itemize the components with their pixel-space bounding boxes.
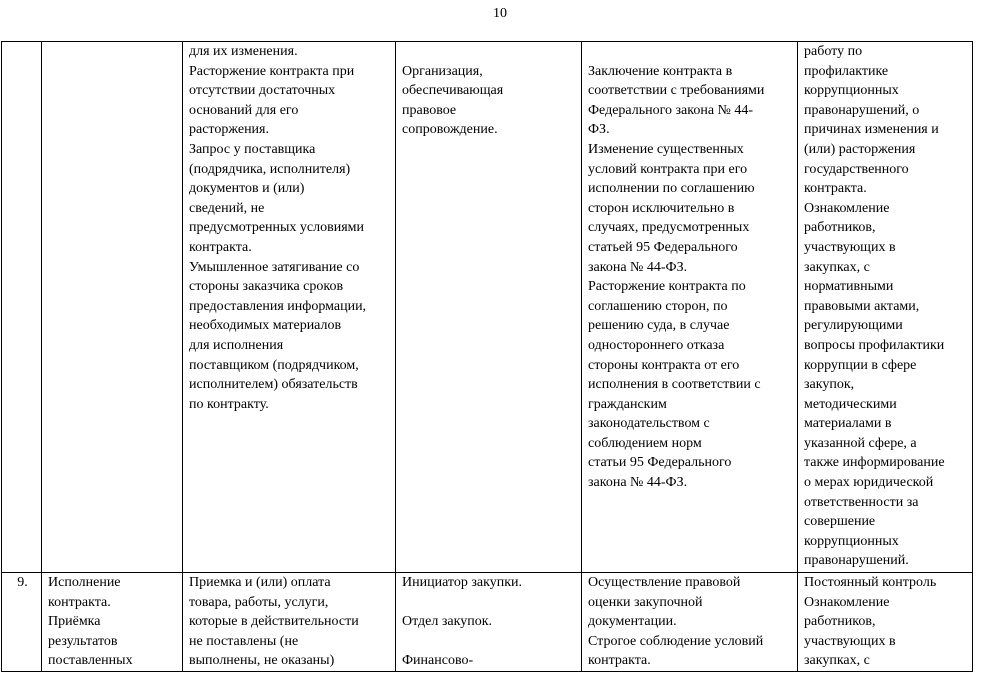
stage-line: Приёмка <box>48 614 101 630</box>
measure-line: соответствии с требованиями <box>588 83 765 99</box>
measure-line: одностороннего отказа <box>588 337 725 353</box>
measure-line: Заключение контракта в <box>588 63 733 79</box>
risk-line: оснований для его <box>189 102 299 118</box>
control-line: участвующих в <box>804 239 896 255</box>
measure-line: гражданским <box>588 396 667 412</box>
measure-line: статьи 95 Федерального <box>588 455 732 471</box>
control-line: коррупционных <box>804 83 899 99</box>
measure-line: сторон исключительно в <box>588 200 735 216</box>
responsible-line: сопровождение. <box>402 122 498 138</box>
control-line: методическими <box>804 396 897 412</box>
responsible-line: Инициатор закупки. <box>402 575 522 590</box>
control-line: (или) расторжения <box>804 141 916 157</box>
measure-line: случаях, предусмотренных <box>588 220 750 236</box>
risk-line: предусмотренных условиями <box>189 220 365 236</box>
responsible-line: Финансово- <box>402 653 474 669</box>
control-line: ответственности за <box>804 494 919 510</box>
risk-line: сведений, не <box>189 200 265 216</box>
measure-line: оценки закупочной <box>588 594 703 610</box>
risk-line: Расторжение контракта при <box>189 63 355 79</box>
control-line: коррупционных <box>804 533 899 549</box>
risk-line: которые в действительности <box>189 614 359 630</box>
measure-line: закона № 44-ФЗ. <box>588 475 688 491</box>
responsible-line: правовое <box>402 102 457 118</box>
control-line: регулирующими <box>804 318 903 334</box>
control-line: профилактике <box>804 63 889 79</box>
measure-line: статьей 95 Федерального <box>588 239 738 255</box>
risk-line: предоставления информации, <box>189 298 367 314</box>
responsible-line: обеспечивающая <box>402 83 504 99</box>
table-row-9 <box>2 573 973 672</box>
control-line: контракта. <box>804 181 867 197</box>
cell-control <box>798 42 973 573</box>
measure-line: исполнении по соглашению <box>588 181 755 197</box>
risk-line: товара, работы, услуги, <box>189 594 329 610</box>
risk-line: для исполнения <box>189 337 284 353</box>
control-line: вопросы профилактики <box>804 337 945 353</box>
control-line: правовыми актами, <box>804 298 920 314</box>
control-line: работников, <box>804 220 876 236</box>
risk-line: необходимых материалов <box>189 318 342 334</box>
measure-line: стороны контракта от его <box>588 357 740 373</box>
control-line: нормативными <box>804 279 894 295</box>
control-line: о мерах юридической <box>804 475 934 491</box>
risk-line: по контракту. <box>189 396 269 412</box>
risk-line: поставщиком (подрядчиком, <box>189 357 359 373</box>
cell-stage <box>42 42 183 573</box>
risk-line: расторжения. <box>189 122 269 138</box>
measure-line: документации. <box>588 614 677 630</box>
control-line: правонарушений. <box>804 553 909 569</box>
risk-line: исполнителем) обязательств <box>189 377 358 393</box>
control-line: государственного <box>804 161 909 177</box>
control-line: правонарушений, о <box>804 102 920 118</box>
responsible-line: Отдел закупок. <box>402 614 493 630</box>
control-line: коррупции в сфере <box>804 357 917 373</box>
cell-number <box>2 42 42 573</box>
corruption-risk-table <box>1 41 973 672</box>
control-line: закупках, с <box>804 653 870 669</box>
risk-line: Запрос у поставщика <box>189 141 316 157</box>
measure-line: решению суда, в случае <box>588 318 730 334</box>
measure-line: контракта. <box>588 653 651 669</box>
control-line: совершение <box>804 514 876 530</box>
table-row-continuation <box>2 42 973 573</box>
control-line: участвующих в <box>804 633 896 649</box>
measure-line: соблюдением норм <box>588 435 702 451</box>
cell-risks <box>183 573 396 672</box>
measure-line: ФЗ. <box>588 122 610 138</box>
measure-line: Осуществление правовой <box>588 575 741 590</box>
stage-line: контракта. <box>48 594 111 610</box>
cell-control <box>798 573 973 672</box>
cell-responsible <box>396 573 582 672</box>
risk-line: (подрядчика, исполнителя) <box>189 161 351 177</box>
control-line: работу по <box>804 44 863 59</box>
control-line: закупках, с <box>804 259 870 275</box>
measure-line: Изменение существенных <box>588 141 744 157</box>
control-line: Ознакомление <box>804 200 890 216</box>
control-line: указанной сфере, а <box>804 435 917 451</box>
measure-line: исполнения в соответствии с <box>588 377 761 393</box>
control-line: причинах изменения и <box>804 122 939 138</box>
responsible-line: Организация, <box>402 63 483 79</box>
stage-line: Исполнение <box>48 575 121 590</box>
risk-line: Умышленное затягивание со <box>189 259 360 275</box>
measure-line: закона № 44-ФЗ. <box>588 259 688 275</box>
risk-line: контракта. <box>189 239 252 255</box>
cell-responsible <box>396 42 582 573</box>
risk-line: отсутствии достаточных <box>189 83 336 99</box>
stage-line: поставленных <box>48 653 133 669</box>
measure-line: законодательством с <box>588 416 710 432</box>
measure-line: условий контракта при его <box>588 161 748 177</box>
risk-line: стороны заказчика сроков <box>189 279 344 295</box>
measure-line: Строгое соблюдение условий <box>588 633 764 649</box>
cell-measures <box>582 573 798 672</box>
risk-line: не поставлены (не <box>189 633 299 649</box>
control-line: Постоянный контроль <box>804 575 937 590</box>
stage-line: результатов <box>48 633 118 649</box>
control-line: работников, <box>804 614 876 630</box>
control-line: Ознакомление <box>804 594 890 610</box>
control-line: также информирование <box>804 455 945 471</box>
control-line: материалами в <box>804 416 892 432</box>
risk-line: выполнены, не оказаны) <box>189 653 335 669</box>
risk-line: Приемка и (или) оплата <box>189 575 331 590</box>
cell-measures <box>582 42 798 573</box>
cell-risks <box>183 42 396 573</box>
page-number: 10 <box>493 6 507 21</box>
control-line: закупок, <box>804 377 855 393</box>
cell-stage <box>42 573 183 672</box>
cell-number: 9. <box>2 573 42 672</box>
risk-line: для их изменения. <box>189 44 298 59</box>
measure-line: Федерального закона № 44- <box>588 102 754 118</box>
risk-line: документов и (или) <box>189 181 305 197</box>
measure-line: соглашению сторон, по <box>588 298 728 314</box>
measure-line: Расторжение контракта по <box>588 279 746 295</box>
